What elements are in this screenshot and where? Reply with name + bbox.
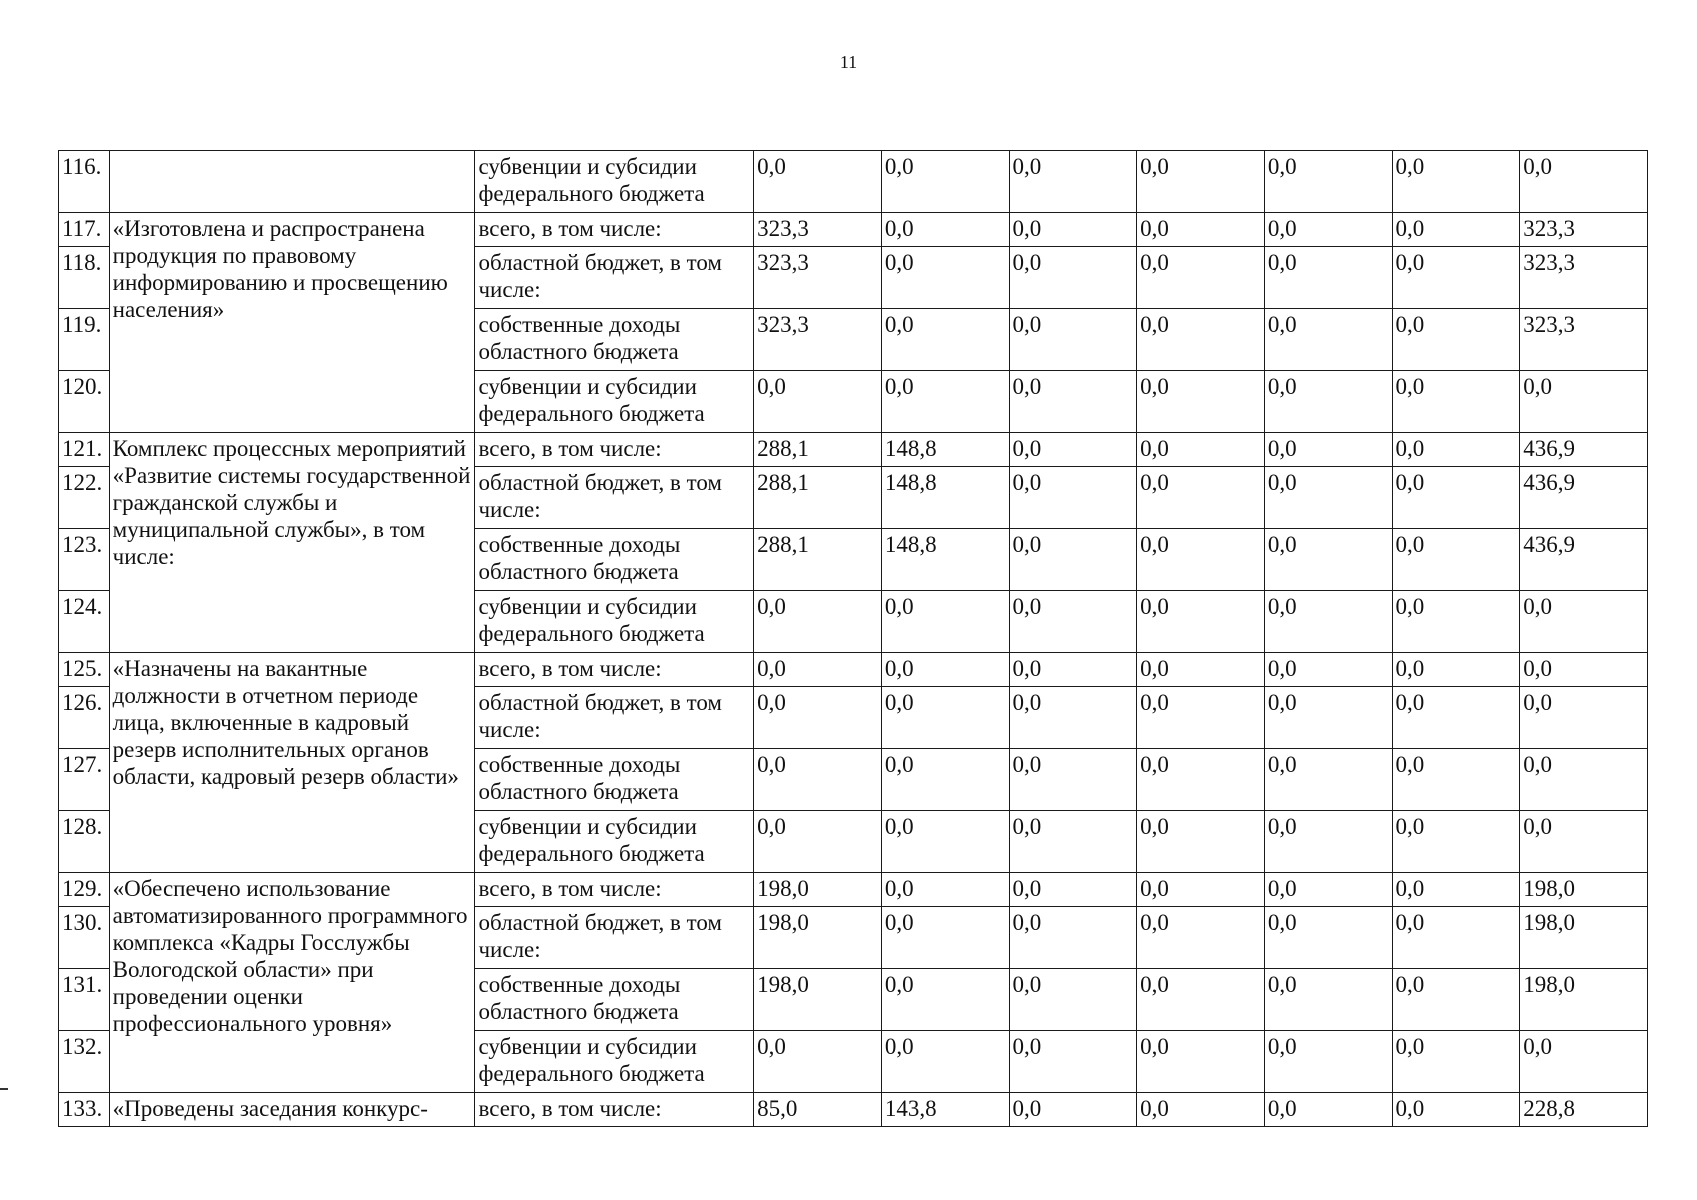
- value-cell-1: 323,3: [754, 309, 882, 371]
- value-cell-3: 0,0: [1009, 591, 1137, 653]
- activity-description: «Изготовлена и распространена продукция по правовому информированию и просвещению населения»: [109, 213, 475, 433]
- value-cell-7: 228,8: [1520, 1093, 1648, 1127]
- value-cell-2: 143,8: [881, 1093, 1009, 1127]
- value-cell-3: 0,0: [1009, 687, 1137, 749]
- value-cell-1: 0,0: [754, 151, 882, 213]
- value-cell-4: 0,0: [1137, 371, 1265, 433]
- value-cell-7: 198,0: [1520, 907, 1648, 969]
- row-number: 132.: [59, 1031, 110, 1093]
- funding-source: областной бюджет, в том числе:: [475, 247, 754, 309]
- value-cell-5: 0,0: [1264, 247, 1392, 309]
- table-row: [59, 151, 1648, 213]
- value-cell-3: 0,0: [1009, 247, 1137, 309]
- value-cell-5: 0,0: [1264, 591, 1392, 653]
- value-cell-4: 0,0: [1137, 433, 1265, 467]
- value-cell-1: 198,0: [754, 969, 882, 1031]
- value-cell-3: 0,0: [1009, 907, 1137, 969]
- value-cell-5: 0,0: [1264, 213, 1392, 247]
- row-number: 128.: [59, 811, 110, 873]
- value-cell-2: 148,8: [881, 529, 1009, 591]
- value-cell-7: 436,9: [1520, 433, 1648, 467]
- value-cell-4: 0,0: [1137, 467, 1265, 529]
- value-cell-6: 0,0: [1392, 687, 1520, 749]
- value-cell-2: 0,0: [881, 213, 1009, 247]
- funding-source: областной бюджет, в том числе:: [475, 467, 754, 529]
- row-number: 129.: [59, 873, 110, 907]
- value-cell-2: 0,0: [881, 247, 1009, 309]
- value-cell-6: 0,0: [1392, 433, 1520, 467]
- value-cell-7: 198,0: [1520, 873, 1648, 907]
- table-row: [59, 1093, 1648, 1127]
- value-cell-4: 0,0: [1137, 907, 1265, 969]
- table-row: [59, 433, 1648, 467]
- value-cell-2: 0,0: [881, 371, 1009, 433]
- value-cell-1: 323,3: [754, 247, 882, 309]
- value-cell-7: 323,3: [1520, 213, 1648, 247]
- value-cell-6: 0,0: [1392, 151, 1520, 213]
- value-cell-2: 0,0: [881, 969, 1009, 1031]
- page-number: 11: [839, 52, 858, 72]
- funding-source: всего, в том числе:: [475, 653, 754, 687]
- funding-source: субвенции и субсидии федерального бюджета: [475, 811, 754, 873]
- value-cell-5: 0,0: [1264, 749, 1392, 811]
- row-number: 130.: [59, 907, 110, 969]
- activity-description: «Назначены на вакантные должности в отчетном периоде лица, включенные в кадровый резерв исполнительных органов области, кадровый резерв области»: [109, 653, 475, 873]
- value-cell-4: 0,0: [1137, 247, 1265, 309]
- value-cell-5: 0,0: [1264, 467, 1392, 529]
- value-cell-4: 0,0: [1137, 653, 1265, 687]
- value-cell-1: 0,0: [754, 591, 882, 653]
- value-cell-2: 0,0: [881, 687, 1009, 749]
- value-cell-7: 323,3: [1520, 247, 1648, 309]
- value-cell-3: 0,0: [1009, 749, 1137, 811]
- funding-source: субвенции и субсидии федерального бюджета: [475, 371, 754, 433]
- value-cell-1: 0,0: [754, 371, 882, 433]
- value-cell-1: 288,1: [754, 467, 882, 529]
- value-cell-6: 0,0: [1392, 907, 1520, 969]
- value-cell-1: 323,3: [754, 213, 882, 247]
- value-cell-1: 198,0: [754, 873, 882, 907]
- value-cell-4: 0,0: [1137, 529, 1265, 591]
- value-cell-1: 0,0: [754, 687, 882, 749]
- value-cell-3: 0,0: [1009, 1093, 1137, 1127]
- value-cell-4: 0,0: [1137, 213, 1265, 247]
- value-cell-3: 0,0: [1009, 969, 1137, 1031]
- value-cell-3: 0,0: [1009, 1031, 1137, 1093]
- value-cell-6: 0,0: [1392, 1031, 1520, 1093]
- value-cell-2: 148,8: [881, 433, 1009, 467]
- row-number: 133.: [59, 1093, 110, 1127]
- value-cell-1: 0,0: [754, 1031, 882, 1093]
- value-cell-4: 0,0: [1137, 591, 1265, 653]
- value-cell-7: 323,3: [1520, 309, 1648, 371]
- value-cell-5: 0,0: [1264, 907, 1392, 969]
- value-cell-6: 0,0: [1392, 371, 1520, 433]
- value-cell-7: 0,0: [1520, 653, 1648, 687]
- value-cell-5: 0,0: [1264, 1093, 1392, 1127]
- value-cell-6: 0,0: [1392, 247, 1520, 309]
- value-cell-5: 0,0: [1264, 371, 1392, 433]
- value-cell-6: 0,0: [1392, 811, 1520, 873]
- funding-source: субвенции и субсидии федерального бюджета: [475, 591, 754, 653]
- value-cell-1: 288,1: [754, 433, 882, 467]
- value-cell-7: 0,0: [1520, 1031, 1648, 1093]
- value-cell-7: 0,0: [1520, 811, 1648, 873]
- budget-table: [58, 150, 1648, 1127]
- value-cell-5: 0,0: [1264, 529, 1392, 591]
- value-cell-5: 0,0: [1264, 687, 1392, 749]
- value-cell-5: 0,0: [1264, 873, 1392, 907]
- funding-source: собственные доходы областного бюджета: [475, 309, 754, 371]
- value-cell-4: 0,0: [1137, 873, 1265, 907]
- funding-source: всего, в том числе:: [475, 873, 754, 907]
- value-cell-1: 0,0: [754, 749, 882, 811]
- value-cell-5: 0,0: [1264, 309, 1392, 371]
- value-cell-7: 0,0: [1520, 687, 1648, 749]
- row-number: 117.: [59, 213, 110, 247]
- value-cell-5: 0,0: [1264, 151, 1392, 213]
- value-cell-6: 0,0: [1392, 467, 1520, 529]
- funding-source: всего, в том числе:: [475, 1093, 754, 1127]
- funding-source: собственные доходы областного бюджета: [475, 969, 754, 1031]
- value-cell-3: 0,0: [1009, 811, 1137, 873]
- row-number: 121.: [59, 433, 110, 467]
- value-cell-4: 0,0: [1137, 687, 1265, 749]
- value-cell-6: 0,0: [1392, 969, 1520, 1031]
- value-cell-2: 0,0: [881, 873, 1009, 907]
- value-cell-2: 0,0: [881, 1031, 1009, 1093]
- value-cell-5: 0,0: [1264, 969, 1392, 1031]
- activity-description: [109, 151, 475, 213]
- row-number: 123.: [59, 529, 110, 591]
- value-cell-7: 436,9: [1520, 467, 1648, 529]
- value-cell-2: 0,0: [881, 653, 1009, 687]
- value-cell-3: 0,0: [1009, 433, 1137, 467]
- table-row: [59, 213, 1648, 247]
- table-row: [59, 653, 1648, 687]
- value-cell-1: 288,1: [754, 529, 882, 591]
- funding-source: областной бюджет, в том числе:: [475, 687, 754, 749]
- value-cell-2: 0,0: [881, 907, 1009, 969]
- row-number: 124.: [59, 591, 110, 653]
- activity-description: «Обеспечено использование автоматизированного программного комплекса «Кадры Госслужбы Вологодской области» при проведении оценки профессионального уровня»: [109, 873, 475, 1093]
- value-cell-6: 0,0: [1392, 529, 1520, 591]
- value-cell-2: 0,0: [881, 811, 1009, 873]
- row-number: 116.: [59, 151, 110, 213]
- value-cell-4: 0,0: [1137, 1031, 1265, 1093]
- scan-mark: [0, 1088, 8, 1090]
- row-number: 131.: [59, 969, 110, 1031]
- value-cell-1: 0,0: [754, 811, 882, 873]
- value-cell-5: 0,0: [1264, 811, 1392, 873]
- value-cell-3: 0,0: [1009, 467, 1137, 529]
- value-cell-7: 0,0: [1520, 749, 1648, 811]
- value-cell-6: 0,0: [1392, 749, 1520, 811]
- value-cell-5: 0,0: [1264, 433, 1392, 467]
- row-number: 120.: [59, 371, 110, 433]
- value-cell-3: 0,0: [1009, 151, 1137, 213]
- activity-description: Комплекс процессных мероприятий «Развитие системы государственной гражданской службы и муниципальной службы», в том числе:: [109, 433, 475, 653]
- row-number: 118.: [59, 247, 110, 309]
- funding-source: областной бюджет, в том числе:: [475, 907, 754, 969]
- value-cell-4: 0,0: [1137, 151, 1265, 213]
- funding-source: субвенции и субсидии федерального бюджета: [475, 151, 754, 213]
- activity-description: «Проведены заседания конкурс-: [109, 1093, 475, 1127]
- funding-source: всего, в том числе:: [475, 433, 754, 467]
- value-cell-4: 0,0: [1137, 969, 1265, 1031]
- value-cell-4: 0,0: [1137, 309, 1265, 371]
- value-cell-3: 0,0: [1009, 529, 1137, 591]
- value-cell-6: 0,0: [1392, 1093, 1520, 1127]
- value-cell-2: 0,0: [881, 591, 1009, 653]
- row-number: 125.: [59, 653, 110, 687]
- value-cell-3: 0,0: [1009, 873, 1137, 907]
- value-cell-2: 0,0: [881, 151, 1009, 213]
- value-cell-4: 0,0: [1137, 1093, 1265, 1127]
- row-number: 119.: [59, 309, 110, 371]
- budget-table-body: [59, 151, 1648, 1127]
- funding-source: собственные доходы областного бюджета: [475, 749, 754, 811]
- value-cell-6: 0,0: [1392, 309, 1520, 371]
- value-cell-5: 0,0: [1264, 653, 1392, 687]
- value-cell-3: 0,0: [1009, 371, 1137, 433]
- value-cell-4: 0,0: [1137, 749, 1265, 811]
- value-cell-7: 198,0: [1520, 969, 1648, 1031]
- value-cell-7: 0,0: [1520, 151, 1648, 213]
- value-cell-5: 0,0: [1264, 1031, 1392, 1093]
- funding-source: субвенции и субсидии федерального бюджета: [475, 1031, 754, 1093]
- value-cell-7: 0,0: [1520, 591, 1648, 653]
- value-cell-3: 0,0: [1009, 213, 1137, 247]
- value-cell-6: 0,0: [1392, 213, 1520, 247]
- value-cell-7: 436,9: [1520, 529, 1648, 591]
- row-number: 127.: [59, 749, 110, 811]
- value-cell-1: 198,0: [754, 907, 882, 969]
- row-number: 122.: [59, 467, 110, 529]
- value-cell-4: 0,0: [1137, 811, 1265, 873]
- funding-source: всего, в том числе:: [475, 213, 754, 247]
- value-cell-2: 0,0: [881, 749, 1009, 811]
- value-cell-3: 0,0: [1009, 653, 1137, 687]
- value-cell-3: 0,0: [1009, 309, 1137, 371]
- table-row: [59, 873, 1648, 907]
- row-number: 126.: [59, 687, 110, 749]
- value-cell-1: 85,0: [754, 1093, 882, 1127]
- value-cell-6: 0,0: [1392, 591, 1520, 653]
- value-cell-6: 0,0: [1392, 873, 1520, 907]
- funding-source: собственные доходы областного бюджета: [475, 529, 754, 591]
- value-cell-6: 0,0: [1392, 653, 1520, 687]
- value-cell-2: 148,8: [881, 467, 1009, 529]
- value-cell-1: 0,0: [754, 653, 882, 687]
- value-cell-2: 0,0: [881, 309, 1009, 371]
- value-cell-7: 0,0: [1520, 371, 1648, 433]
